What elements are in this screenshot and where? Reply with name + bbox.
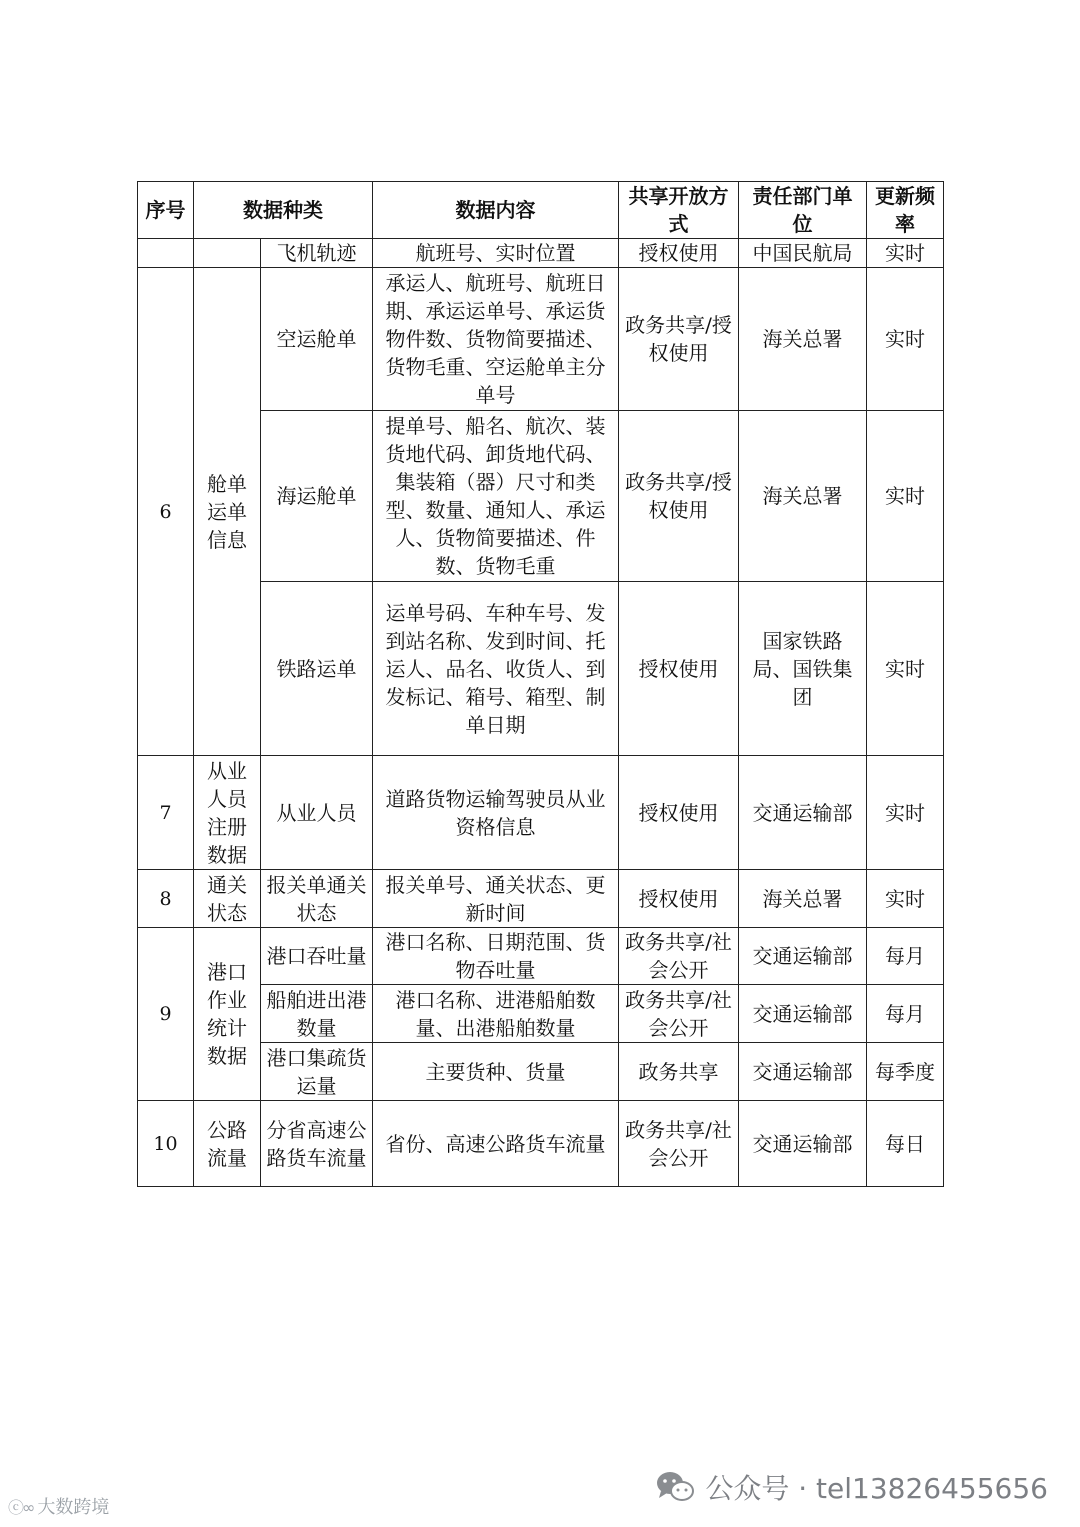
table-row xyxy=(138,239,944,268)
seq-cell: 7 xyxy=(138,756,194,870)
seq-cell: 6 xyxy=(138,268,194,756)
category-cell: 通关状态 xyxy=(194,870,261,928)
content-cell: 主要货种、货量 xyxy=(373,1043,619,1101)
header-content: 数据内容 xyxy=(373,182,619,239)
seq-cell: 9 xyxy=(138,928,194,1101)
header-category: 数据种类 xyxy=(194,182,373,239)
content-cell: 道路货物运输驾驶员从业资格信息 xyxy=(373,756,619,870)
header-seq: 序号 xyxy=(138,182,194,239)
table-row xyxy=(138,268,944,411)
freq-cell: 实时 xyxy=(867,870,944,928)
seq-cell: 10 xyxy=(138,1101,194,1187)
content-cell: 报关单号、通关状态、更新时间 xyxy=(373,870,619,928)
watermark-right xyxy=(655,1467,1048,1507)
share-cell: 政务共享/社会公开 xyxy=(619,1101,739,1187)
freq-cell: 每季度 xyxy=(867,1043,944,1101)
table-row xyxy=(138,1101,944,1187)
freq-cell: 每月 xyxy=(867,985,944,1043)
watermark-left xyxy=(8,1493,109,1519)
category-cell: 舱单运单信息 xyxy=(194,268,261,756)
share-cell: 授权使用 xyxy=(619,870,739,928)
dept-cell: 国家铁路局、国铁集团 xyxy=(739,582,867,756)
table-row xyxy=(138,928,944,985)
freq-cell: 每日 xyxy=(867,1101,944,1187)
subcategory-cell: 分省高速公路货车流量 xyxy=(261,1101,373,1187)
header-freq: 更新频率 xyxy=(867,182,944,239)
subcategory-cell: 港口吞吐量 xyxy=(261,928,373,985)
share-cell: 政务共享/授权使用 xyxy=(619,268,739,411)
freq-cell: 实时 xyxy=(867,411,944,582)
subcategory-cell: 报关单通关状态 xyxy=(261,870,373,928)
category-cell: 港口作业统计数据 xyxy=(194,928,261,1101)
brand-logo-icon: ⓒ∞ xyxy=(8,1497,34,1517)
share-cell: 授权使用 xyxy=(619,756,739,870)
content-cell: 运单号码、车种车号、发到站名称、发到时间、托运人、品名、收货人、到发标记、箱号、箱型、制单日期 xyxy=(373,582,619,756)
seq-cell-empty xyxy=(138,239,194,268)
subcategory-cell: 港口集疏货运量 xyxy=(261,1043,373,1101)
subcategory-cell: 空运舱单 xyxy=(261,268,373,411)
subcategory-cell: 从业人员 xyxy=(261,756,373,870)
header-dept: 责任部门单位 xyxy=(739,182,867,239)
dept-cell: 交通运输部 xyxy=(739,756,867,870)
freq-cell: 实时 xyxy=(867,268,944,411)
content-cell: 港口名称、日期范围、货物吞吐量 xyxy=(373,928,619,985)
dept-cell: 交通运输部 xyxy=(739,1101,867,1187)
content-cell: 承运人、航班号、航班日期、承运运单号、承运货物件数、货物简要描述、货物毛重、空运舱单主分单号 xyxy=(373,268,619,411)
category-cell: 公路流量 xyxy=(194,1101,261,1187)
subcategory-cell: 船舶进出港数量 xyxy=(261,985,373,1043)
seq-cell: 8 xyxy=(138,870,194,928)
share-cell: 政务共享 xyxy=(619,1043,739,1101)
wechat-icon xyxy=(655,1470,695,1504)
watermark-left-text: 大数跨境 xyxy=(37,1497,110,1518)
subcategory-cell: 铁路运单 xyxy=(261,582,373,756)
dept-cell: 交通运输部 xyxy=(739,928,867,985)
dept-cell: 交通运输部 xyxy=(739,1043,867,1101)
share-cell: 授权使用 xyxy=(619,239,739,268)
table-row xyxy=(138,870,944,928)
category-cell-empty xyxy=(194,239,261,268)
dept-cell: 海关总署 xyxy=(739,411,867,582)
header-row xyxy=(138,182,944,239)
dept-cell: 交通运输部 xyxy=(739,985,867,1043)
dept-cell: 中国民航局 xyxy=(739,239,867,268)
table-row xyxy=(138,756,944,870)
dept-cell: 海关总署 xyxy=(739,268,867,411)
freq-cell: 实时 xyxy=(867,582,944,756)
content-cell: 港口名称、进港船舶数量、出港船舶数量 xyxy=(373,985,619,1043)
freq-cell: 实时 xyxy=(867,756,944,870)
subcategory-cell: 海运舱单 xyxy=(261,411,373,582)
subcategory-cell: 飞机轨迹 xyxy=(261,239,373,268)
header-share: 共享开放方式 xyxy=(619,182,739,239)
share-cell: 政务共享/社会公开 xyxy=(619,985,739,1043)
dept-cell: 海关总署 xyxy=(739,870,867,928)
content-cell: 省份、高速公路货车流量 xyxy=(373,1101,619,1187)
content-cell: 航班号、实时位置 xyxy=(373,239,619,268)
freq-cell: 每月 xyxy=(867,928,944,985)
category-cell: 从业人员注册数据 xyxy=(194,756,261,870)
content-cell: 提单号、船名、航次、装货地代码、卸货地代码、集装箱（器）尺寸和类型、数量、通知人、承运人、货物简要描述、件数、货物毛重 xyxy=(373,411,619,582)
share-cell: 政务共享/社会公开 xyxy=(619,928,739,985)
share-cell: 政务共享/授权使用 xyxy=(619,411,739,582)
data-catalog-table xyxy=(137,181,944,1187)
share-cell: 授权使用 xyxy=(619,582,739,756)
freq-cell: 实时 xyxy=(867,239,944,268)
watermark-right-text: 公众号 · tel13826455656 xyxy=(705,1472,1048,1505)
